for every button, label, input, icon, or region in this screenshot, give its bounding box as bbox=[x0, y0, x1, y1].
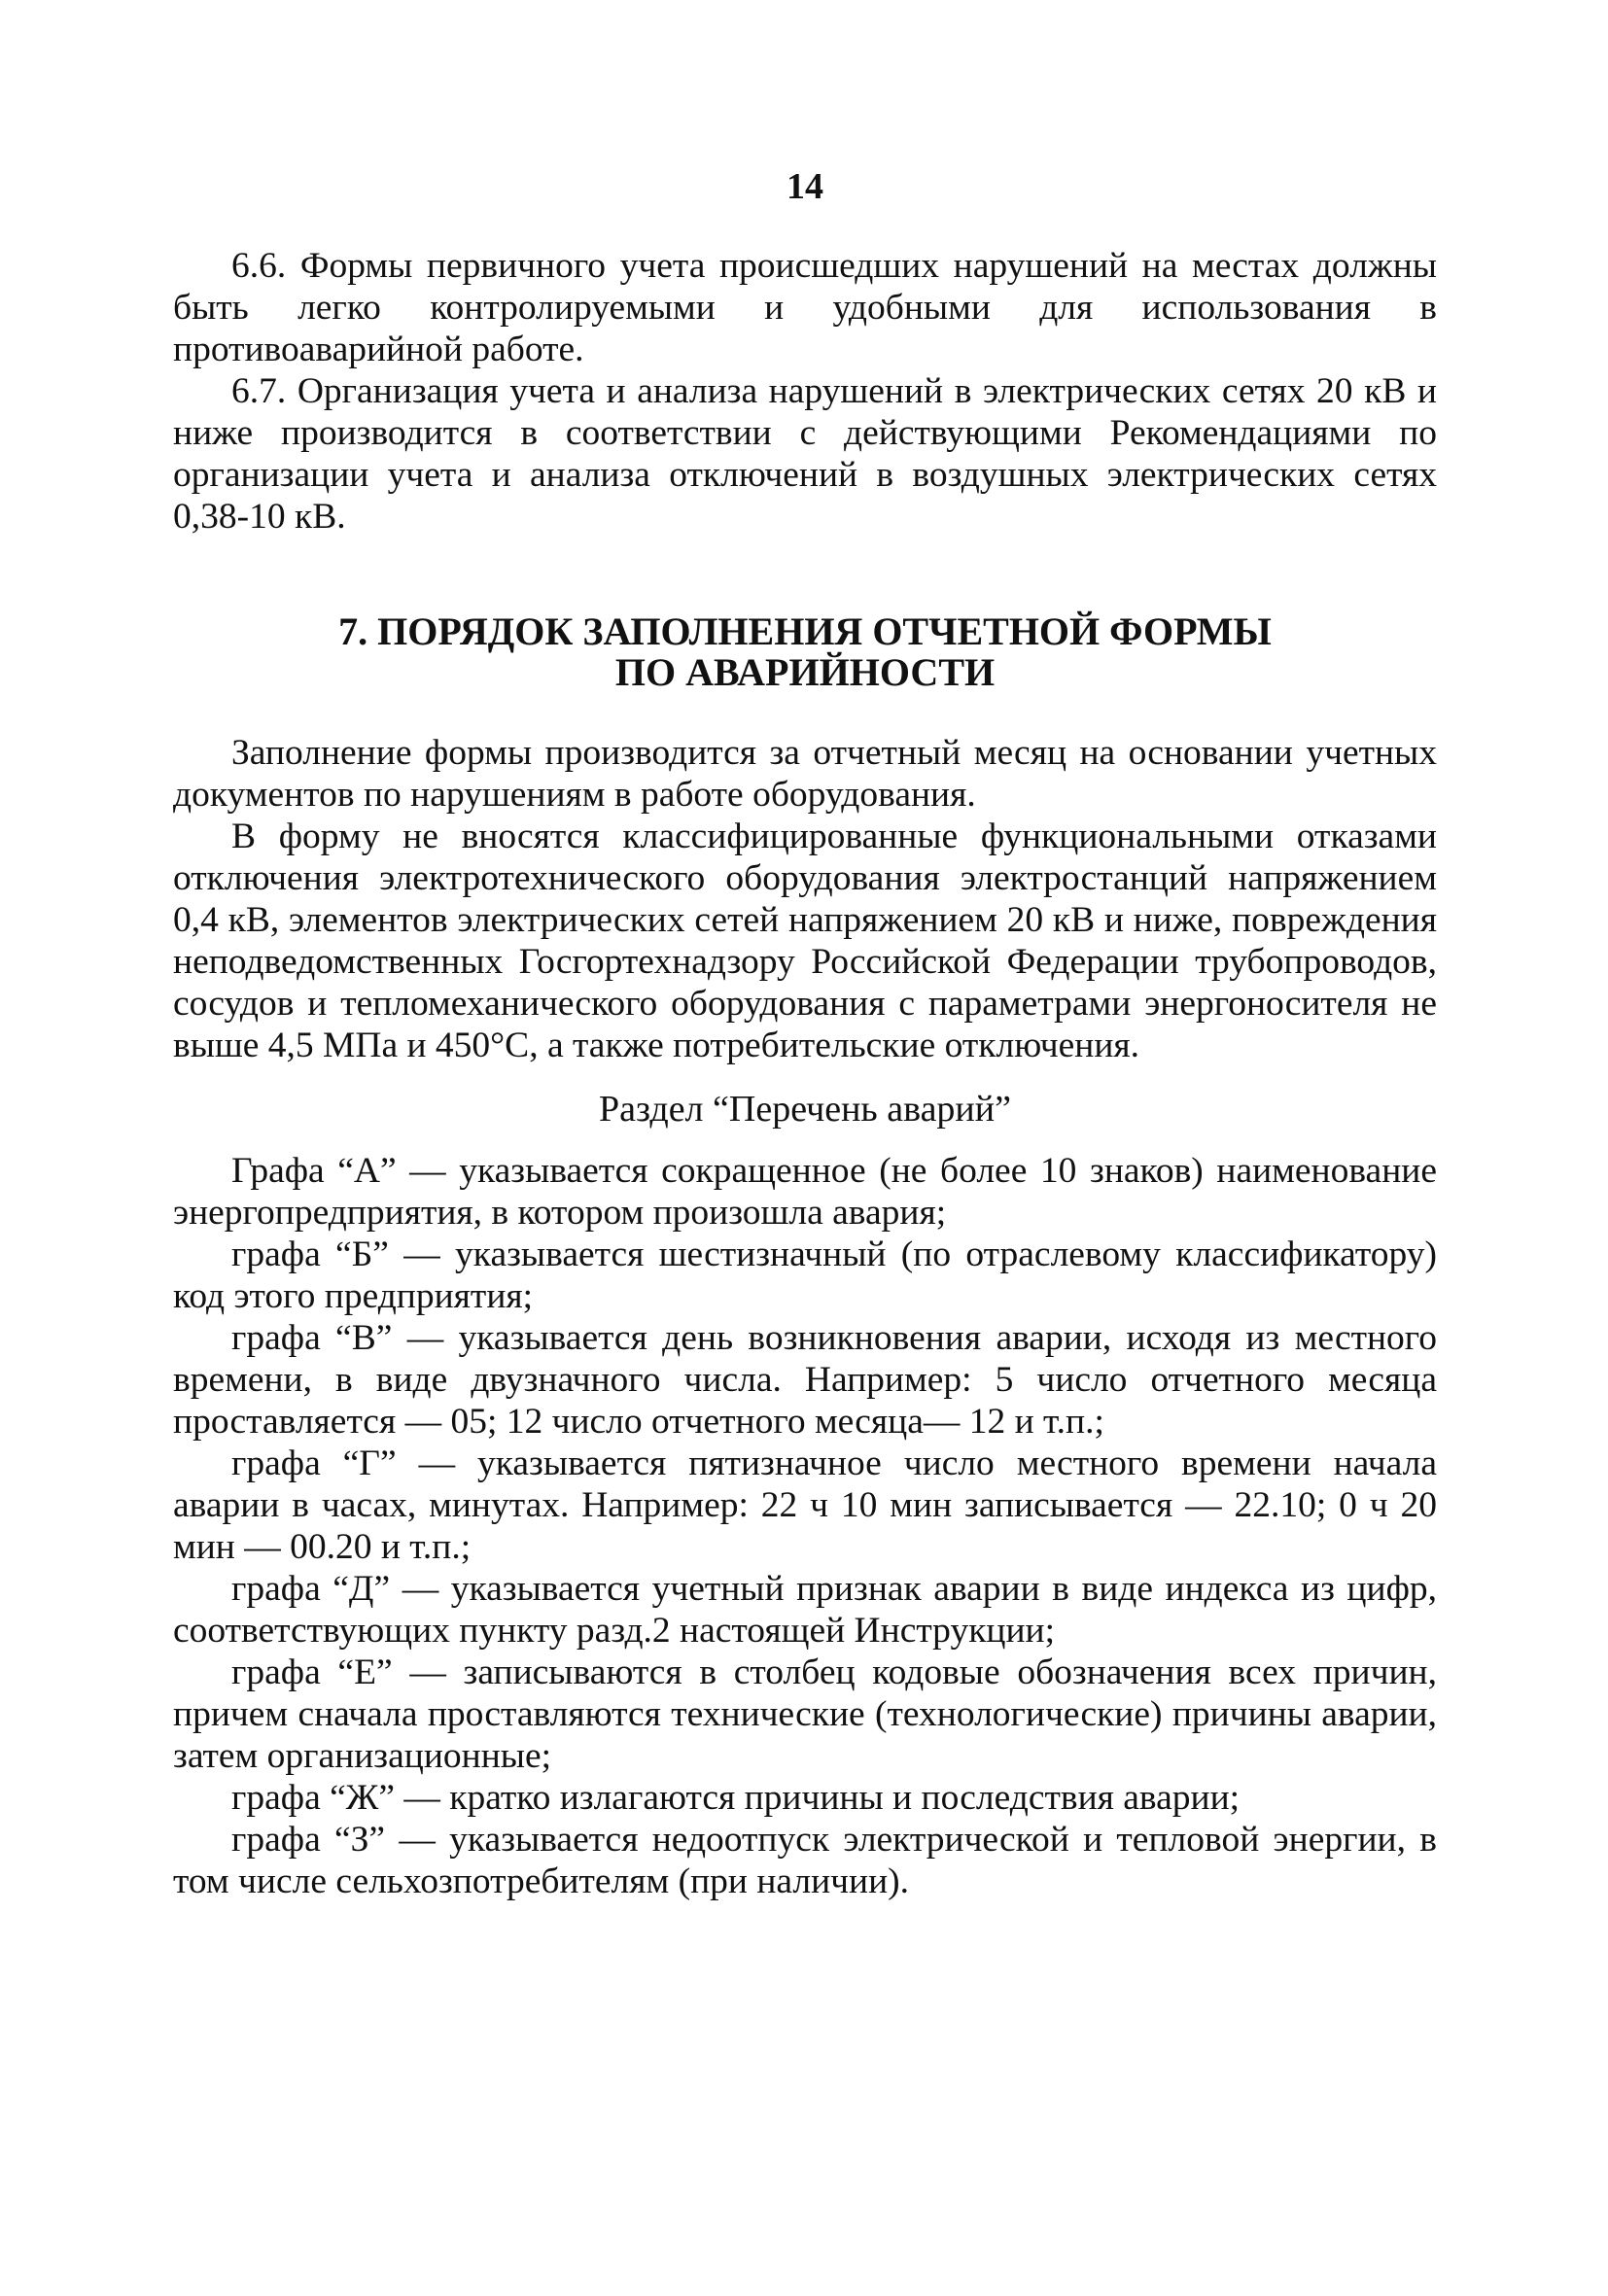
section-paragraph: Заполнение формы производится за отчетный месяц на основании учетных документов по нарушениям в работе оборудования. bbox=[173, 733, 1437, 815]
section-paragraph: В форму не вносятся классифицированные функциональными отказами отключения электротехнического оборудования электростанций напряжением 0,4 кВ, элементов электрических сетей напряжением 20 кВ и ниже, повреждения неподведомственных Госгортехнадзору Российской Федерации трубопроводов, сосудов и тепломеханического оборудования с параметрами энергоносителя не выше 4,5 МПа и 450°С, а также потребительские отключения. bbox=[173, 817, 1437, 1065]
column-description: графа “В” — указывается день возникновения аварии, исходя из местного времени, в виде двузначного числа. Например: 5 число отчетного месяца проставляется — 05; 12 число отчетного месяца— 12 и т.п.; bbox=[173, 1318, 1437, 1442]
paragraph-6-6: 6.6. Формы первичного учета происшедших нарушений на местах должны быть легко контролируемыми и удобными для использования в противоаварийной работе. bbox=[173, 246, 1437, 369]
column-description: графа “Д” — указывается учетный признак аварии в виде индекса из цифр, соответствующих пункту разд.2 настоящей Инструкции; bbox=[173, 1569, 1437, 1651]
section-title-line-2: ПО АВАРИЙНОСТИ bbox=[614, 650, 996, 694]
column-description: графа “Б” — указывается шестизначный (по отраслевому классификатору) код этого предприятия; bbox=[173, 1235, 1437, 1316]
page-number: 14 bbox=[787, 166, 823, 207]
column-description: графа “Ж” — кратко излагаются причины и последствия аварии; bbox=[231, 1778, 1241, 1818]
section-title-line-1: 7. ПОРЯДОК ЗАПОЛНЕНИЯ ОТЧЕТНОЙ ФОРМЫ bbox=[338, 609, 1272, 653]
paragraph-6-7: 6.7. Организация учета и анализа нарушений в электрических сетях 20 кВ и ниже производится в соответствии с действующими Рекомендациями по организации учета и анализа отключений в воздушных электрических сетях 0,38-10 кВ. bbox=[173, 371, 1437, 537]
section-title bbox=[173, 611, 1437, 693]
column-description: графа “З” — указывается недоотпуск электрической и тепловой энергии, в том числе сельхозпотребителям (при наличии). bbox=[173, 1820, 1437, 1901]
column-description: графа “Г” — указывается пятизначное число местного времени начала аварии в часах, минутах. Например: 22 ч 10 мин записывается — 22.10; 0 ч 20 мин — 00.20 и т.п.; bbox=[173, 1444, 1437, 1567]
subsection-title: Раздел “Перечень аварий” bbox=[599, 1089, 1011, 1130]
column-description: Графа “А” — указывается сокращенное (не более 10 знаков) наименование энергопредприятия, в котором произошла авария; bbox=[173, 1151, 1437, 1233]
document-page bbox=[173, 165, 1437, 1902]
column-description: графа “Е” — записываются в столбец кодовые обозначения всех причин, причем сначала проставляются технические (технологические) причины аварии, затем организационные; bbox=[173, 1652, 1437, 1776]
